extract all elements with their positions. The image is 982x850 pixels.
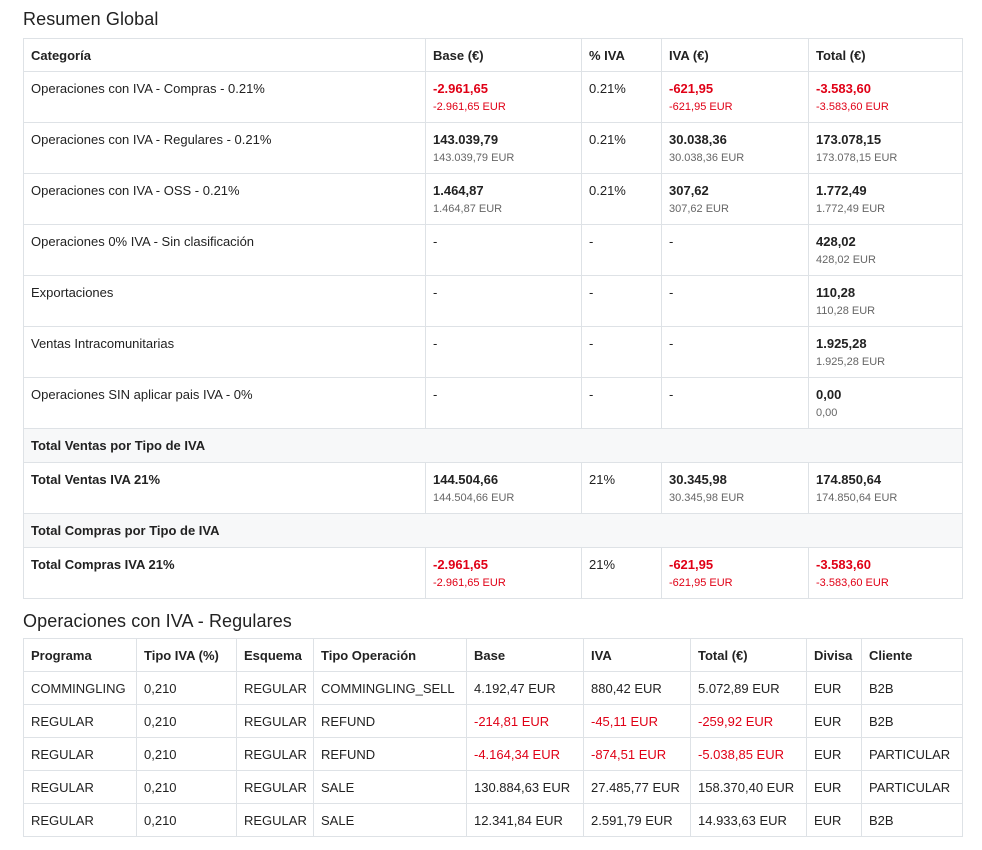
detail-row [24,705,963,738]
cell-iva-value: -621,95 [669,81,714,96]
cell-pct [582,327,662,378]
cell-iva [662,174,809,225]
cell-base-value: -2.961,65 [433,81,488,96]
cell-iva-value: 30.038,36 [669,132,727,147]
cell-tipo-iva: 0,210 [137,804,237,837]
cell-base: -214,81 EUR [467,705,584,738]
cell-programa: REGULAR [24,738,137,771]
detail-row [24,738,963,771]
summary-header-row [24,39,963,72]
col-divisa: Divisa [807,639,862,672]
detail-table [23,638,963,837]
cell-base-value: - [433,234,438,249]
cell-divisa: EUR [807,705,862,738]
summary-row [24,72,963,123]
cell-total: -259,92 EUR [691,705,807,738]
cell-divisa: EUR [807,771,862,804]
cell-base [426,72,582,123]
cell-total-value: 173.078,15 [816,132,882,147]
cell-programa: COMMINGLING [24,672,137,705]
cell-tipo-operacion: REFUND [314,738,467,771]
cell-tipo-iva: 0,210 [137,705,237,738]
cell-total-sub: 1.925,28 EUR [816,356,886,368]
cell-iva: 2.591,79 EUR [584,804,691,837]
col-tipo-iva: Tipo IVA (%) [137,639,237,672]
ventas-group-header-label: Total Ventas por Tipo de IVA [24,429,963,463]
cell-total [809,378,963,429]
cell-pct-value: - [589,336,594,351]
cell-iva-value: 307,62 [669,183,709,198]
cell-iva: 27.485,77 EUR [584,771,691,804]
cell-pct [582,548,662,599]
cell-tipo-iva: 0,210 [137,771,237,804]
cell-pct-value: - [589,285,594,300]
summary-table [23,38,963,599]
cell-pct [582,276,662,327]
cell-base-value: - [433,387,438,402]
row-label-text: Operaciones con IVA - Compras - 0.21% [31,81,265,96]
cell-pct [582,123,662,174]
row-label-text: Operaciones con IVA - OSS - 0.21% [31,183,240,198]
detail-header-row [24,639,963,672]
detail-row [24,804,963,837]
cell-iva: 880,42 EUR [584,672,691,705]
cell-total [809,327,963,378]
cell-cliente: B2B [862,705,963,738]
cell-total-value: 0,00 [816,387,842,402]
cell-base [426,123,582,174]
row-label [24,548,426,599]
cell-base: 12.341,84 EUR [467,804,584,837]
detail-row [24,672,963,705]
cell-pct-value: 0.21% [589,183,626,198]
cell-base [426,327,582,378]
summary-row [24,463,963,514]
cell-total-value: 428,02 [816,234,856,249]
cell-tipo-iva: 0,210 [137,738,237,771]
cell-tipo-operacion: SALE [314,771,467,804]
row-label [24,225,426,276]
cell-cliente: B2B [862,672,963,705]
row-label-text: Operaciones 0% IVA - Sin clasificación [31,234,255,249]
cell-total: -5.038,85 EUR [691,738,807,771]
cell-base-sub: -2.961,65 EUR [433,577,506,589]
cell-pct-value: - [589,234,594,249]
row-label [24,378,426,429]
cell-pct-value: 0.21% [589,81,626,96]
cell-total: 14.933,63 EUR [691,804,807,837]
cell-tipo-operacion: REFUND [314,705,467,738]
col-base: Base [467,639,584,672]
cell-total-value: 1.925,28 [816,336,867,351]
row-label-text: Total Compras IVA 21% [31,557,175,572]
col-total: Total (€) [809,39,963,72]
row-label [24,327,426,378]
cell-base-value: 1.464,87 [433,183,484,198]
cell-total-value: -3.583,60 [816,557,871,572]
summary-row [24,548,963,599]
cell-total-sub: 428,02 EUR [816,254,876,266]
cell-total-sub: 0,00 [816,407,838,419]
cell-pct-value: 0.21% [589,132,626,147]
cell-cliente: B2B [862,804,963,837]
cell-total-sub: -3.583,60 EUR [816,101,889,113]
cell-iva-sub: -621,95 EUR [669,101,733,113]
cell-pct-value: 21% [589,472,616,487]
cell-iva-value: 30.345,98 [669,472,727,487]
cell-tipo-operacion: SALE [314,804,467,837]
cell-esquema: REGULAR [237,771,314,804]
cell-total [809,225,963,276]
col-iva: IVA [584,639,691,672]
summary-row [24,276,963,327]
detail-row [24,771,963,804]
summary-row [24,174,963,225]
summary-row [24,327,963,378]
cell-pct [582,378,662,429]
cell-iva-value: - [669,387,674,402]
cell-base-sub: 143.039,79 EUR [433,152,515,164]
cell-iva [662,225,809,276]
cell-base: 4.192,47 EUR [467,672,584,705]
cell-total [809,72,963,123]
cell-iva-value: - [669,285,674,300]
cell-base-value: 144.504,66 [433,472,499,487]
row-label [24,72,426,123]
cell-iva-value: - [669,234,674,249]
row-label [24,123,426,174]
cell-total: 158.370,40 EUR [691,771,807,804]
cell-esquema: REGULAR [237,804,314,837]
cell-total [809,174,963,225]
cell-total [809,276,963,327]
col-categoria: Categoría [24,39,426,72]
row-label-text: Ventas Intracomunitarias [31,336,175,351]
row-label-text: Exportaciones [31,285,114,300]
cell-programa: REGULAR [24,771,137,804]
cell-pct [582,225,662,276]
cell-iva [662,72,809,123]
cell-total-value: 174.850,64 [816,472,882,487]
cell-cliente: PARTICULAR [862,738,963,771]
cell-cliente: PARTICULAR [862,771,963,804]
cell-total [809,548,963,599]
cell-base [426,174,582,225]
col-tipo-operacion: Tipo Operación [314,639,467,672]
cell-programa: REGULAR [24,705,137,738]
cell-divisa: EUR [807,804,862,837]
cell-pct-value: 21% [589,557,616,572]
cell-tipo-iva: 0,210 [137,672,237,705]
cell-iva: -45,11 EUR [584,705,691,738]
col-programa: Programa [24,639,137,672]
col-cliente: Cliente [862,639,963,672]
cell-total-sub: 174.850,64 EUR [816,492,898,504]
cell-base [426,225,582,276]
summary-row [24,123,963,174]
row-label [24,276,426,327]
cell-base-sub: 1.464,87 EUR [433,203,503,215]
row-label [24,463,426,514]
cell-divisa: EUR [807,738,862,771]
row-label-text: Operaciones con IVA - Regulares - 0.21% [31,132,272,147]
cell-total-value: 1.772,49 [816,183,867,198]
col-total: Total (€) [691,639,807,672]
cell-iva: -874,51 EUR [584,738,691,771]
cell-base [426,276,582,327]
cell-iva [662,378,809,429]
cell-iva-sub: 30.038,36 EUR [669,152,745,164]
cell-total-sub: -3.583,60 EUR [816,577,889,589]
cell-iva [662,276,809,327]
summary-title: Resumen Global [23,9,159,29]
row-label-text: Operaciones SIN aplicar pais IVA - 0% [31,387,253,402]
cell-base [426,548,582,599]
cell-divisa: EUR [807,672,862,705]
ventas-group-header [24,429,963,463]
row-label [24,174,426,225]
cell-base: 130.884,63 EUR [467,771,584,804]
cell-total-value: 110,28 [816,285,856,300]
col-base: Base (€) [426,39,582,72]
cell-iva [662,327,809,378]
cell-total [809,463,963,514]
cell-iva [662,548,809,599]
cell-base-value: -2.961,65 [433,557,488,572]
cell-esquema: REGULAR [237,705,314,738]
cell-pct [582,174,662,225]
summary-row [24,378,963,429]
cell-total-sub: 110,28 EUR [816,305,876,317]
cell-base-sub: -2.961,65 EUR [433,101,506,113]
cell-base: -4.164,34 EUR [467,738,584,771]
cell-esquema: REGULAR [237,738,314,771]
col-pct-iva: % IVA [582,39,662,72]
cell-base [426,378,582,429]
cell-total: 5.072,89 EUR [691,672,807,705]
cell-iva-value: -621,95 [669,557,714,572]
cell-total-sub: 173.078,15 EUR [816,152,898,164]
cell-total-value: -3.583,60 [816,81,871,96]
cell-tipo-operacion: COMMINGLING_SELL [314,672,467,705]
cell-total-sub: 1.772,49 EUR [816,203,886,215]
cell-pct [582,72,662,123]
cell-total [809,123,963,174]
cell-iva-value: - [669,336,674,351]
cell-esquema: REGULAR [237,672,314,705]
cell-base [426,463,582,514]
cell-programa: REGULAR [24,804,137,837]
cell-base-value: - [433,336,438,351]
summary-row [24,225,963,276]
detail-title: Operaciones con IVA - Regulares [23,611,292,631]
cell-pct-value: - [589,387,594,402]
cell-base-sub: 144.504,66 EUR [433,492,515,504]
col-esquema: Esquema [237,639,314,672]
cell-iva [662,123,809,174]
cell-base-value: - [433,285,438,300]
col-iva: IVA (€) [662,39,809,72]
cell-base-value: 143.039,79 [433,132,499,147]
cell-iva-sub: 30.345,98 EUR [669,492,745,504]
cell-iva [662,463,809,514]
cell-iva-sub: -621,95 EUR [669,577,733,589]
row-label-text: Total Ventas IVA 21% [31,472,161,487]
compras-group-header [24,514,963,548]
compras-group-header-label: Total Compras por Tipo de IVA [24,514,963,548]
cell-iva-sub: 307,62 EUR [669,203,729,215]
cell-pct [582,463,662,514]
